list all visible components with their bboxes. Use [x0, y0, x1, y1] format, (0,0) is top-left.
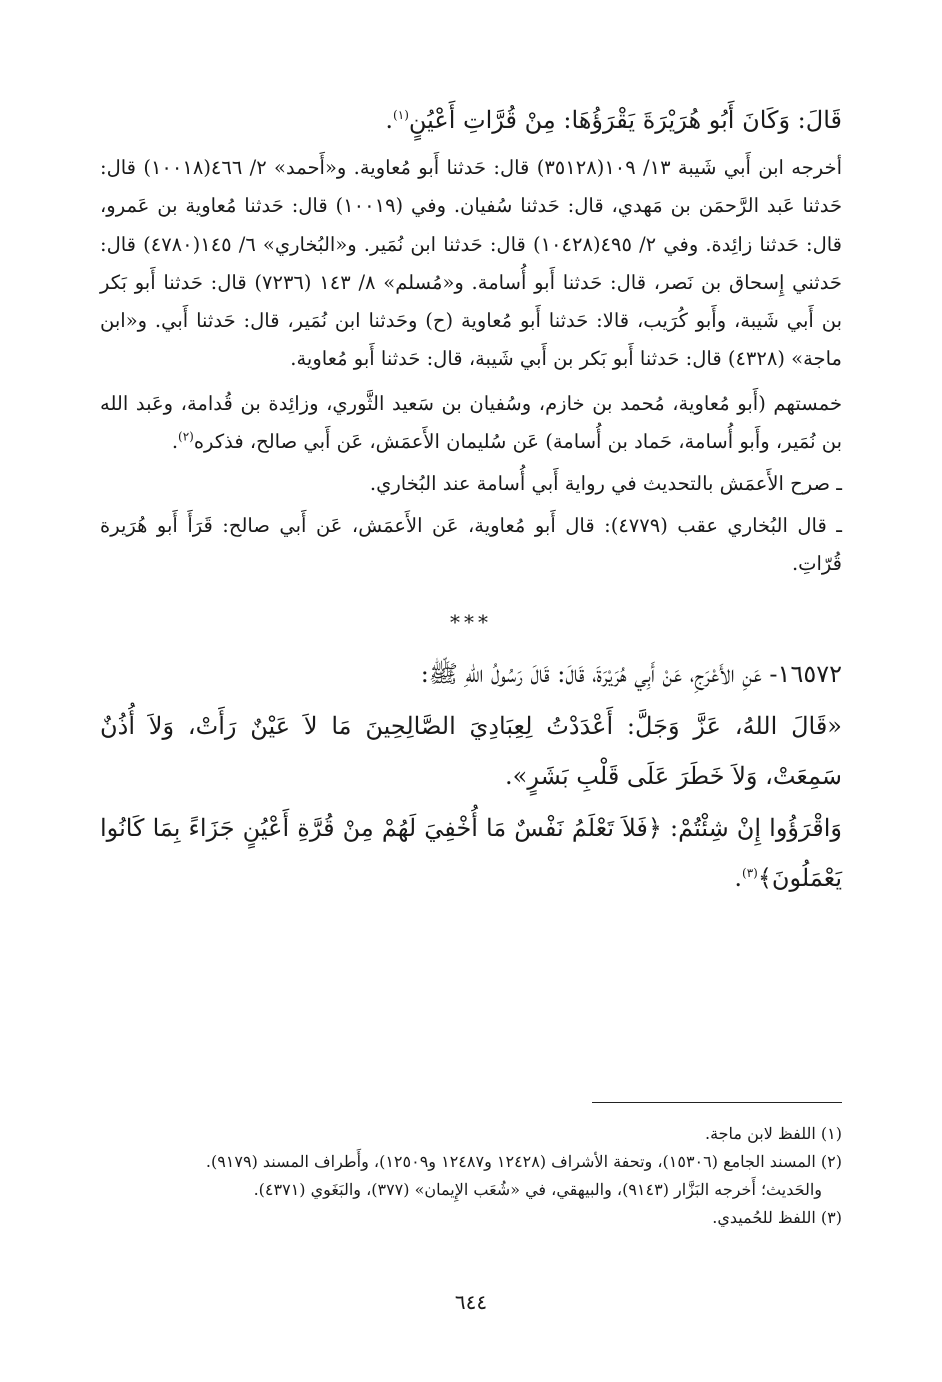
- footnote-divider: [592, 1102, 842, 1103]
- hadith-header: ١٦٥٧٢- عَنِ الأَعْرَجِ، عَنْ أَبِي هُرَيْرَةَ، قَالَ: قَالَ رَسُولُ اللهِ ﷺ:: [420, 660, 842, 689]
- footnote-ref-2[interactable]: (٢): [178, 429, 194, 444]
- note-tahdith: ـ صرح الأَعمَش بالتحديث في رواية أَبي أُسامة عند البُخاري.: [369, 472, 842, 496]
- hadith-text: «قَالَ اللهُ، عَزَّ وَجَلَّ: أَعْدَدْتُ لِعِبَادِيَ الصَّالِحِينَ مَا لاَ عَيْنٌ رَأَتْ، وَلاَ أُذُنٌ سَمِعَتْ، وَلاَ خَطَرَ عَلَى قَلْبِ بَشَرٍ».: [100, 712, 842, 791]
- page-number: ٦٤٤: [454, 1290, 488, 1314]
- hadith-quran-verse: وَاقْرَؤُوا إِنْ شِئْتُمْ: ﴿فَلاَ تَعْلَمُ نَفْسٌ مَا أُخْفِيَ لَهُمْ مِنْ قُرَّةِ أَعْيُنٍ جَزَاءً بِمَا كَانُوا يَعْمَلُونَ﴾$^{(٣)}$.: [100, 814, 842, 893]
- takhrij-paragraph-2: خمستهم (أَبو مُعاوية، مُحمد بن خازم، وسُفيان بن سَعيد الثَّوري، وزائِدة بن قُدامة، وعَبد الله بن نُمَير، وأَبو أُسامة، حَماد بن أُسامة) عَن سُليمان الأَعمَش، عَن أَبي صالح، فذكره$^{(٢)}$.: [100, 391, 842, 454]
- footnote-ref-3[interactable]: (٣): [742, 866, 758, 881]
- takhrij-paragraph-2-text: خمستهم (أَبو مُعاوية، مُحمد بن خازم، وسُفيان بن سَعيد الثَّوري، وزائِدة بن قُدامة، وعَبد الله بن نُمَير، وأَبو أُسامة، حَماد بن أُسامة) عَن سُليمان الأَعمَش، عَن أَبي صالح، فذكره: [100, 391, 842, 454]
- footnote-2-continuation: والحَديث؛ أَخرجه البَزَّار (٩١٤٣)، والبيهقي، في «شُعَب الإِيمان» (٣٧٧)، والبَغَوي (٤٣٧١).: [253, 1180, 822, 1199]
- footnote-ref-1[interactable]: (١): [393, 108, 409, 122]
- footnote-3: (٣) اللفظ للحُميدي.: [712, 1208, 842, 1227]
- note-bukhari: ـ قال البُخاري عقب (٤٧٧٩): قال أَبو مُعاوية، عَن الأَعمَش، عَن أَبي صالح: قَرَأَ أَبو هُرَيرة قُرّاتِ.: [100, 514, 842, 576]
- footnotes: [110, 1120, 842, 1232]
- footnote-1: (١) اللفظ لابن ماجة.: [705, 1124, 842, 1143]
- footnote-2: (٢) المسند الجامع (١٥٣٠٦)، وتحفة الأشراف (١٢٤٢٨ و١٢٤٨٧ و١٢٥٠٩)، وأَطراف المسند (٩١٧٩).: [205, 1152, 842, 1171]
- takhrij-paragraph-1: أخرجه ابن أَبي شَيبة ١٣/ ١٠٩(٣٥١٢٨) قال: حَدثنا أَبو مُعاوية. و«أَحمد» ٢/ ٤٦٦(١٠٠١٨) قال: حَدثنا عَبد الرَّحمَن بن مَهدي، قال: حَدثنا سُفيان. وفي (١٠٠١٩) قال: حَدثنا مُعاوية بن عَمرو، قال: حَدثنا زائِدة. وفي ٢/ ٤٩٥(١٠٤٢٨) قال: حَدثنا ابن نُمَير. و«البُخاري» ٦/ ١٤٥(٤٧٨٠) قال: حَدثني إِسحاق بن نَصر، قال: حَدثنا أَبو أُسامة. و«مُسلم» ٨/ ١٤٣ (٧٢٣٦) قال: حَدثنا أَبو بَكر بن أَبي شَيبة، وأَبو كُرَيب، قالا: حَدثنا أَبو مُعاوية (ح) وحَدثنا ابن نُمَير، قال: حَدثنا أَبي. و«ابن ماجة» (٤٣٢٨) قال: حَدثنا أَبو بَكر بن أَبي شَيبة، قال: حَدثنا أَبو مُعاوية.: [100, 156, 843, 371]
- hadith-continuation-text: قَالَ: وَكَانَ أَبُو هُرَيْرَةَ يَقْرَؤُهَا: مِنْ قُرَّاتِ أَعْيُنٍ: [408, 106, 842, 134]
- hadith-continuation: قَالَ: وَكَانَ أَبُو هُرَيْرَةَ يَقْرَؤُهَا: مِنْ قُرَّاتِ أَعْيُنٍ$^{(١)}$.: [385, 106, 842, 134]
- section-separator: ***: [450, 610, 492, 635]
- hadith-quran-verse-text: وَاقْرَؤُوا إِنْ شِئْتُمْ: ﴿فَلاَ تَعْلَمُ نَفْسٌ مَا أُخْفِيَ لَهُمْ مِنْ قُرَّةِ أَعْيُنٍ جَزَاءً بِمَا كَانُوا يَعْمَلُونَ﴾: [100, 814, 842, 893]
